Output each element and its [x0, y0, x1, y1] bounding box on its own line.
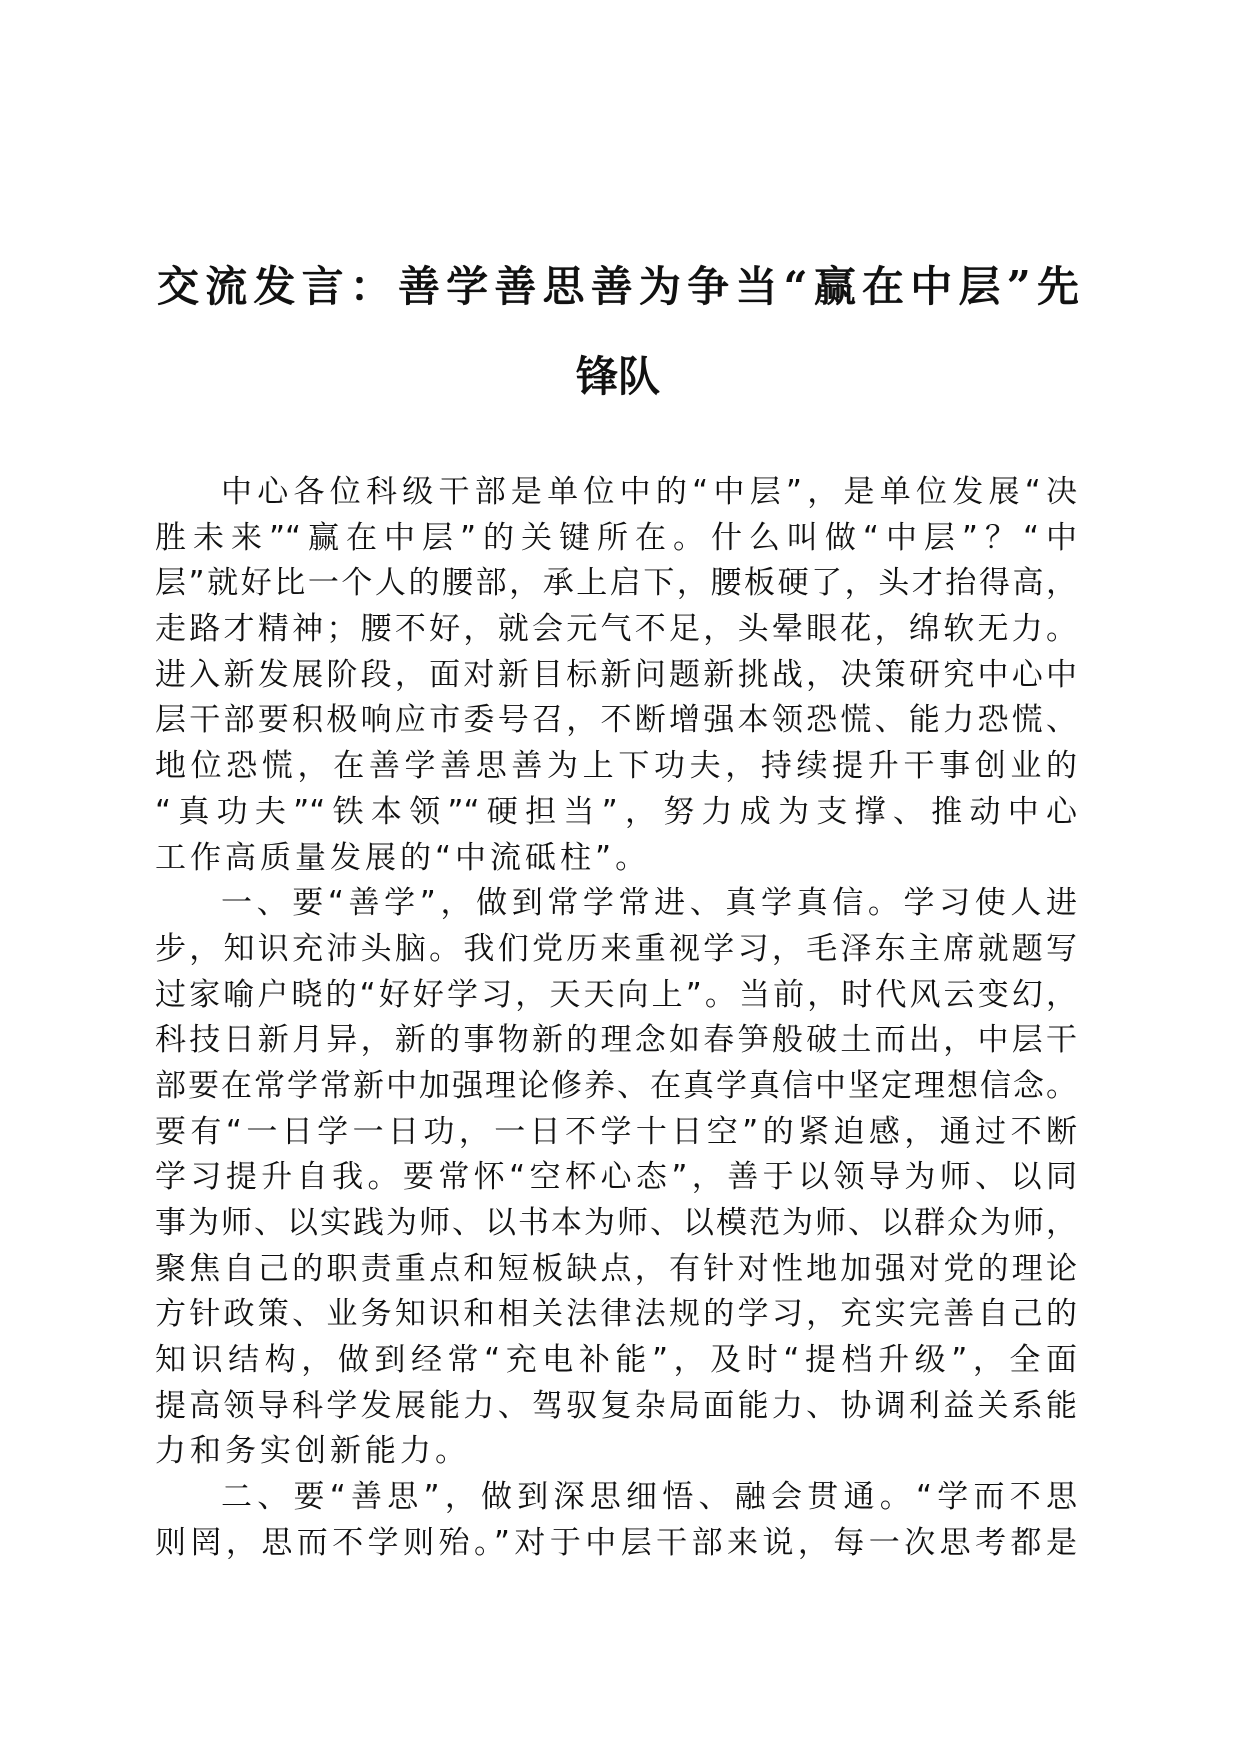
paragraph [155, 881, 1077, 1475]
text-line: 提高领导科学发展能力、驾驭复杂局面能力、协调利益关系能 [155, 1387, 1077, 1424]
text-line: 聚焦自己的职责重点和短板缺点，有针对性地加强对党的理论 [155, 1250, 1077, 1287]
document-title-line-2: 锋队 [575, 352, 660, 401]
text-line: 力和务实创新能力。 [155, 1433, 470, 1470]
text-line: 要有“一日学一日功，一日不学十日空”的紧迫感，通过不断 [155, 1113, 1077, 1150]
text-line: 胜未来”“赢在中层”的关键所在。什么叫做“中层”？“中 [155, 519, 1077, 556]
text-line: 知识结构，做到经常“充电补能”，及时“提档升级”，全面 [155, 1342, 1077, 1379]
text-line: 学习提升自我。要常怀“空杯心态”，善于以领导为师、以同 [155, 1159, 1077, 1196]
text-line: 科技日新月异，新的事物新的理念如春笋般破土而出，中层干 [155, 1022, 1077, 1059]
text-line: “真功夫”“铁本领”“硬担当”，努力成为支撑、推动中心 [155, 793, 1077, 830]
text-line: 步，知识充沛头脑。我们党历来重视学习，毛泽东主席就题写 [155, 930, 1077, 967]
text-line: 工作高质量发展的“中流砥柱”。 [155, 839, 651, 876]
text-line: 事为师、以实践为师、以书本为师、以模范为师、以群众为师， [155, 1205, 1077, 1241]
text-line: 进入新发展阶段，面对新目标新问题新挑战，决策研究中心中 [155, 656, 1077, 693]
document-body [155, 470, 1077, 1567]
text-line: 方针政策、业务知识和相关法律法规的学习，充实完善自己的 [155, 1296, 1077, 1333]
text-line: 中心各位科级干部是单位中的“中层”，是单位发展“决 [221, 474, 1077, 510]
paragraph [155, 470, 1077, 881]
text-line: 过家喻户晓的“好好学习，天天向上”。当前，时代风云变幻， [155, 976, 1077, 1013]
text-line: 一、要“善学”，做到常学常进、真学真信。学习使人进 [221, 885, 1077, 922]
document-title-line-1: 交流发言：善学善思善为争当“赢在中层”先 [157, 262, 1079, 311]
text-line: 地位恐慌，在善学善思善为上下功夫，持续提升干事创业的 [155, 748, 1077, 785]
text-line: 二、要“善思”，做到深思细悟、融会贯通。“学而不思 [221, 1479, 1077, 1516]
paragraph [155, 1475, 1077, 1566]
text-line: 部要在常学常新中加强理论修养、在真学真信中坚定理想信念。 [155, 1067, 1077, 1104]
text-line: 则罔，思而不学则殆。”对于中层干部来说，每一次思考都是 [155, 1524, 1077, 1561]
text-line: 走路才精神；腰不好，就会元气不足，头晕眼花，绵软无力。 [155, 611, 1077, 648]
text-line: 层干部要积极响应市委号召，不断增强本领恐慌、能力恐慌、 [155, 702, 1077, 739]
text-line: 层”就好比一个人的腰部，承上启下，腰板硬了，头才抬得高， [155, 565, 1077, 602]
